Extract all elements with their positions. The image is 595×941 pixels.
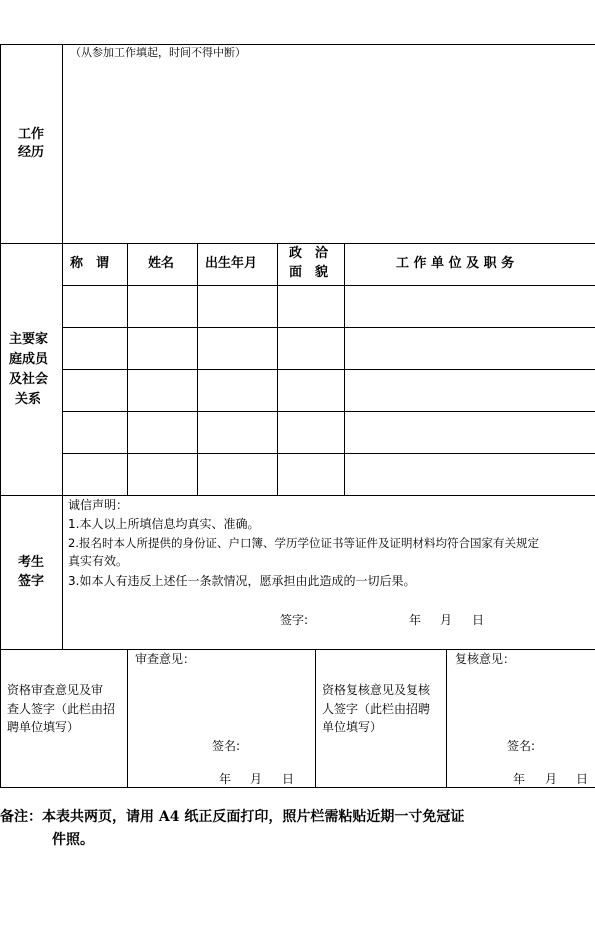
family-work-cell[interactable] [345,286,594,327]
family-work-cell[interactable] [345,454,594,495]
signature-year: 年 [409,613,422,627]
family-title-cell[interactable] [63,286,126,327]
family-work-cell[interactable] [345,412,594,453]
family-political-cell[interactable] [278,328,343,369]
family-work-cell[interactable] [345,370,594,411]
work-history-label-2: 经历 [18,145,45,160]
family-birth-cell[interactable] [198,454,276,495]
family-political-cell[interactable] [278,370,343,411]
header-birth: 出生年月 [205,256,258,271]
recheck-day: 日 [576,772,589,786]
family-name-cell[interactable] [128,328,196,369]
family-birth-cell[interactable] [198,412,276,453]
signature-field[interactable] [315,606,400,630]
footnote-line-2: 件照。 [52,832,94,848]
family-label: 庭成员 [9,352,49,367]
family-name-cell[interactable] [128,412,196,453]
work-history-note: （从参加工作填起，时间不得中断） [70,46,246,59]
header-political: 政 洽 [289,246,329,261]
rule-family-bottom [0,495,595,496]
recheck-opinion-field[interactable] [447,668,594,733]
rule-left [0,44,1,788]
rule-signature-bottom [0,649,595,650]
family-name-cell[interactable] [128,454,196,495]
header-name: 姓名 [148,256,175,271]
signature-label-2: 签字 [18,574,45,589]
work-history-field[interactable] [63,62,594,242]
declaration-heading: 诚信声明： [68,498,129,512]
declaration-item-2-cont: 真实有效。 [68,554,129,568]
work-history-label: 工作 [18,127,45,142]
family-title-cell[interactable] [63,328,126,369]
signature-label: 考生 [18,555,45,570]
review-month: 月 [250,772,263,786]
rule-work-bottom [0,243,595,244]
recheck-month: 月 [545,772,558,786]
recheck-year: 年 [513,772,526,786]
review-label-2: 查人签字（此栏由招 [7,702,116,716]
review-sign-label: 签名: [212,739,241,753]
review-opinion-label: 审查意见： [135,652,196,666]
signature-day: 日 [472,613,485,627]
header-work: 工 作 单 位 及 职 务 [396,256,515,271]
family-title-cell[interactable] [63,370,126,411]
footnote-line-1: 备注：本表共两页，请用 A4 纸正反面打印，照片栏需粘贴近期一寸免冠证 [0,809,465,825]
family-label: 主要家 [9,332,49,347]
review-opinion-field[interactable] [128,668,314,733]
family-title-cell[interactable] [63,412,126,453]
rule-recheck-label-col [315,649,316,787]
family-name-cell[interactable] [128,286,196,327]
recheck-label: 资格复核意见及复核 [322,683,431,697]
header-title: 称 谓 [70,256,110,271]
review-day: 日 [282,772,295,786]
family-birth-cell[interactable] [198,328,276,369]
recheck-sign-label: 签名: [507,739,536,753]
family-political-cell[interactable] [278,412,343,453]
recheck-label-3: 单位填写） [322,720,383,734]
family-label: 关系 [15,392,42,407]
family-political-cell[interactable] [278,286,343,327]
family-title-cell[interactable] [63,454,126,495]
signature-month: 月 [440,613,453,627]
family-work-cell[interactable] [345,328,594,369]
family-birth-cell[interactable] [198,286,276,327]
family-political-cell[interactable] [278,454,343,495]
signature-sign-label: 签字: [280,613,309,627]
review-label-3: 聘单位填写） [7,720,80,734]
header-political: 面 貌 [289,265,329,280]
recheck-label-2: 人签字（此栏由招聘 [322,702,431,716]
review-label: 资格审查意见及审 [7,683,104,697]
review-year: 年 [219,772,232,786]
family-label: 及社会 [9,372,49,387]
declaration-item-1: 1.本人以上所填信息均真实、准确。 [68,517,260,531]
recheck-opinion-label: 复核意见： [455,652,516,666]
family-name-cell[interactable] [128,370,196,411]
declaration-item-3: 3.如本人有违反上述任一条款情况，愿承担由此造成的一切后果。 [68,574,416,588]
family-birth-cell[interactable] [198,370,276,411]
declaration-item-2: 2.报名时本人所提供的身份证、户口簿、学历学位证书等证件及证明材料均符合国家有关规定 [68,536,539,550]
rule-table-bottom [0,787,595,788]
